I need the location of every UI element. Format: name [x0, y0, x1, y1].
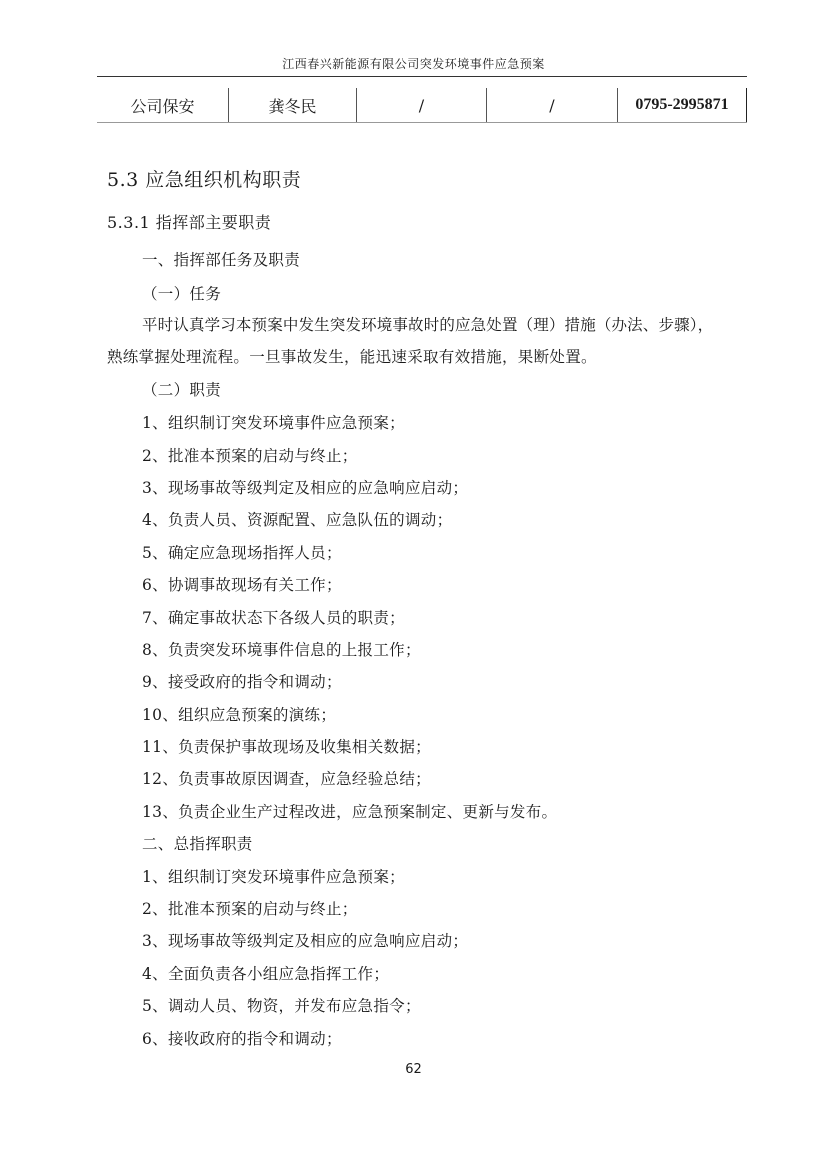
duty-title: （二）职责: [142, 381, 222, 399]
commander-duty-item: 4、全面负责各小组应急指挥工作；: [142, 965, 390, 983]
commander-duty-item: 2、批准本预案的启动与终止；: [142, 900, 358, 918]
task-text-line1: 平时认真学习本预案中发生突发环境事故时的应急处置（理）措施（办法、步骤），: [142, 316, 714, 334]
contact-table-row: [97, 88, 747, 123]
header-divider: [97, 76, 747, 77]
duty-item: 10、组织应急预案的演练；: [142, 706, 337, 724]
duty-item: 7、确定事故状态下各级人员的职责；: [142, 609, 405, 627]
commander-duty-item: 5、调动人员、物资，并发布应急指令；: [142, 997, 421, 1015]
duty-item: 4、负责人员、资源配置、应急队伍的调动；: [142, 511, 453, 529]
table-cell-col3: /: [356, 88, 486, 122]
duty-item: 9、接受政府的指令和调动；: [142, 673, 342, 691]
duty-item: 2、批准本预案的启动与终止；: [142, 447, 358, 465]
table-cell-name: 龚冬民: [228, 88, 356, 122]
duty-item: 3、现场事故等级判定及相应的应急响应启动；: [142, 479, 469, 497]
duty-item: 12、负责事故原因调查，应急经验总结；: [142, 770, 431, 788]
table-cell-role: 公司保安: [130, 96, 195, 116]
duty-item: 8、负责突发环境事件信息的上报工作；: [142, 641, 421, 659]
part2-title: 二、总指挥职责: [142, 835, 253, 853]
table-cell-col4: /: [486, 88, 617, 122]
commander-duty-item: 6、接收政府的指令和调动；: [142, 1030, 342, 1048]
duty-item: 11、负责保护事故现场及收集相关数据；: [142, 738, 431, 756]
page-number: 62: [405, 1062, 422, 1077]
commander-duty-item: 3、现场事故等级判定及相应的应急响应启动；: [142, 932, 469, 950]
duty-item: 13、负责企业生产过程改进，应急预案制定、更新与发布。: [142, 803, 558, 821]
document-header-title: 江西春兴新能源有限公司突发环境事件应急预案: [282, 57, 545, 71]
subsection-heading: 5.3.1 指挥部主要职责: [107, 213, 272, 232]
table-cell-phone: 0795-2995871: [617, 88, 747, 122]
duty-item: 1、组织制订突发环境事件应急预案；: [142, 414, 405, 432]
duty-item: 5、确定应急现场指挥人员；: [142, 544, 342, 562]
task-title: （一）任务: [142, 285, 222, 303]
section-heading: 5.3 应急组织机构职责: [107, 169, 302, 191]
duty-item: 6、协调事故现场有关工作；: [142, 576, 342, 594]
commander-duty-item: 1、组织制订突发环境事件应急预案；: [142, 868, 405, 886]
task-text-line2: 熟练掌握处理流程。一旦事故发生，能迅速采取有效措施，果断处置。: [107, 348, 597, 366]
part1-title: 一、指挥部任务及职责: [142, 251, 301, 269]
